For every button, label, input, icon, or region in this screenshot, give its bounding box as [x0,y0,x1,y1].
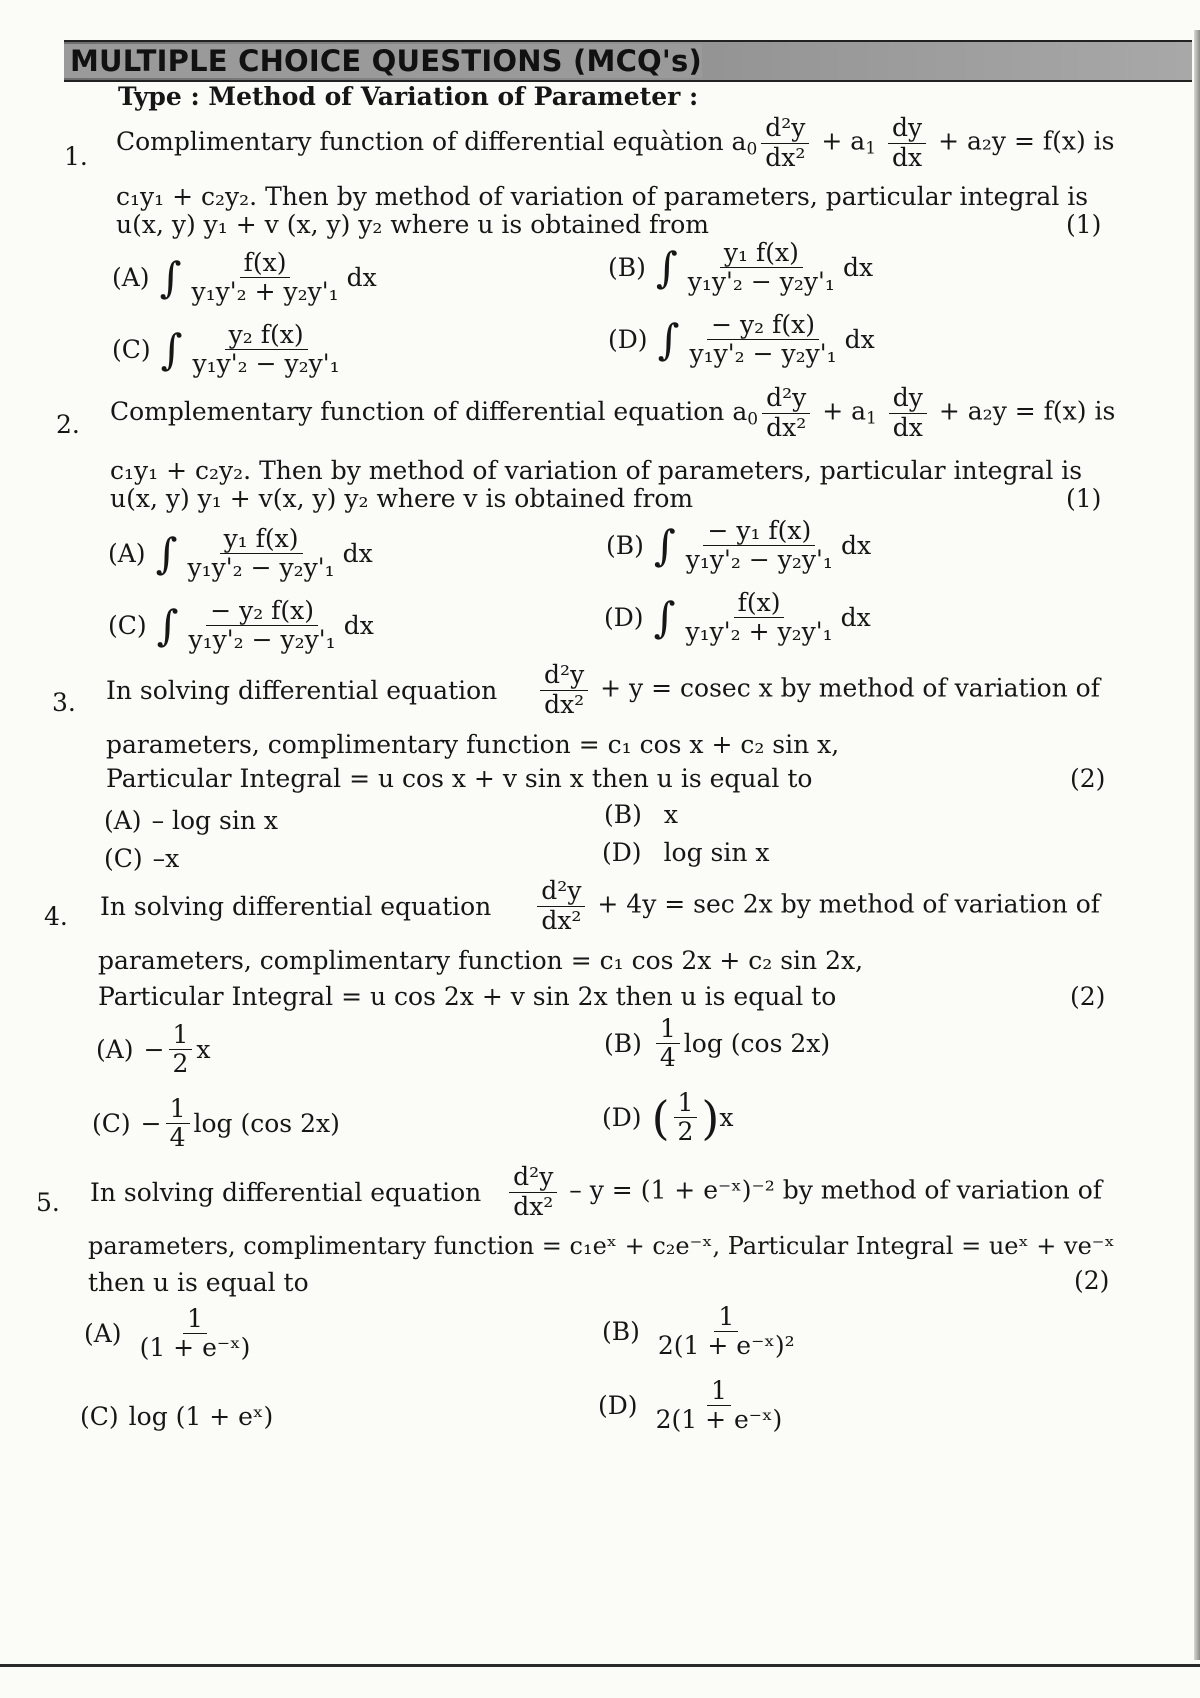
stem-equation: $\frac{\text{d²y}}{\text{dx²}}$ + y = cosec x by method of variation of [536,662,1100,718]
question-stem-line: parameters, complimentary function = c₁ cos x + c₂ sin x, [106,730,840,759]
option-a[interactable]: (A) – log sin x [104,806,278,835]
question-number: 2. [56,410,80,439]
section-header-bar [64,40,1192,82]
question-stem-line: c₁y₁ + c₂y₂. Then by method of variation of parameters, particular integral is [110,456,1083,485]
option-d[interactable]: (D) $\frac{1}{\text{2(1 + e⁻ˣ)}}$ [598,1376,783,1435]
question-number: 3. [52,688,76,717]
question-stem-line [106,656,1100,724]
option-d[interactable]: (D) ( $\frac{1}{2}$ ) x [602,1088,734,1147]
stem-equation: $\frac{\text{d²y}}{\text{dx²}}$ – y = (1 + e⁻ˣ)⁻² by method of variation of [505,1164,1102,1220]
stem-text: In solving differential equation [90,1177,482,1207]
question-stem-line: parameters, complimentary function = c₁ cos 2x + c₂ sin 2x, [98,946,864,975]
stem-text: In solving differential equation [100,891,492,921]
section-title: MULTIPLE CHOICE QUESTIONS (MCQ's) [64,44,702,78]
option-d[interactable]: (D) log sin x [602,838,770,867]
option-a[interactable]: (A) ∫ $\frac{\text{y₁ f(x)}}{\text{y₁y'₂ − y₂y'₁}}$ dx [108,524,373,583]
option-c[interactable]: (C) ∫ $\frac{\text{− y₂ f(x)}}{\text{y₁y'₂ − y₂y'₁}}$ dx [108,596,374,655]
option-a[interactable]: (A) − $\frac{1}{2}$ x [96,1020,211,1079]
stem-text: Complimentary function of differential equàtion $a_0$ [116,126,758,160]
question-stem-line: u(x, y) y₁ + v (x, y) y₂ where u is obtained from [116,210,710,239]
option-b[interactable]: (B) ∫ $\frac{\text{− y₁ f(x)}}{\text{y₁y'₂ − y₂y'₁}}$ dx [606,516,872,575]
marks-label: (1) [1066,484,1102,513]
option-c[interactable]: (C) log (1 + eˣ) [80,1402,274,1431]
question-stem-line: u(x, y) y₁ + v(x, y) y₂ where v is obtained from [110,484,694,513]
option-d[interactable]: (D) ∫ $\frac{f(x)}{\text{y₁y'₂ + y₂y'₁}}$ dx [604,588,871,647]
page-edge-shadow [1194,30,1200,1660]
question-stem-line: parameters, complimentary function = c₁eˣ + c₂e⁻ˣ, Particular Integral = ueˣ + ve⁻ˣ [88,1232,1115,1260]
option-b[interactable]: (B) $\frac{1}{\text{2(1 + e⁻ˣ)²}}$ [602,1302,795,1361]
option-c[interactable]: (C) ∫ $\frac{\text{y₂ f(x)}}{\text{y₁y'₂ − y₂y'₁}}$ [112,320,340,379]
marks-label: (2) [1074,1266,1110,1295]
question-stem-line [100,872,1100,940]
stem-equation: $\frac{\text{d²y}}{\text{dx²}}$ + $a_1$ $\frac{dy}{dx}$ + a₂y = f(x) is [757,115,1114,171]
marks-label: (1) [1066,210,1102,239]
type-heading: Type : Method of Variation of Parameter : [118,82,699,111]
option-b[interactable]: (B) x [604,800,678,829]
stem-text: Complementary function of differential equation $a_0$ [110,396,759,430]
option-b[interactable]: (B) ∫ $\frac{\text{y₁ f(x)}}{\text{y₁y'₂ − y₂y'₁}}$ dx [608,238,874,297]
option-c[interactable]: (C) –x [104,844,180,873]
stem-text: In solving differential equation [106,675,498,705]
question-number: 5. [36,1188,60,1217]
option-a[interactable]: (A) $\frac{1}{\text{(1 + e⁻ˣ)}}$ [84,1304,251,1363]
question-stem-line: Particular Integral = u cos 2x + v sin 2x then u is equal to [98,982,837,1011]
page-bottom-rule [0,1664,1200,1667]
option-b[interactable]: (B) $\frac{1}{4}$ log (cos 2x) [604,1014,831,1073]
marks-label: (2) [1070,764,1106,793]
option-d[interactable]: (D) ∫ $\frac{\text{− y₂ f(x)}}{\text{y₁y'₂ − y₂y'₁}}$ dx [608,310,875,369]
question-stem-line: Particular Integral = u cos x + v sin x then u is equal to [106,764,813,793]
question-number: 1. [64,142,88,171]
question-number: 4. [44,902,68,931]
question-stem-line [90,1158,1102,1226]
question-stem-line [116,110,1115,176]
question-stem-line: c₁y₁ + c₂y₂. Then by method of variation of parameters, particular integral is [116,182,1089,211]
question-stem-line: then u is equal to [88,1268,309,1297]
stem-equation: $\frac{\text{d²y}}{\text{dx²}}$ + 4y = sec 2x by method of variation of [533,878,1100,934]
question-stem-line [110,380,1116,446]
option-a[interactable]: (A) ∫ $\frac{f(x)}{\text{y₁y'₂ + y₂y'₁}}$ dx [112,248,377,307]
option-c[interactable]: (C) − $\frac{1}{4}$ log (cos 2x) [92,1094,340,1153]
marks-label: (2) [1070,982,1106,1011]
stem-equation: $\frac{\text{d²y}}{\text{dx²}}$ + $a_1$ $\frac{dy}{dx}$ + a₂y = f(x) is [758,385,1115,441]
